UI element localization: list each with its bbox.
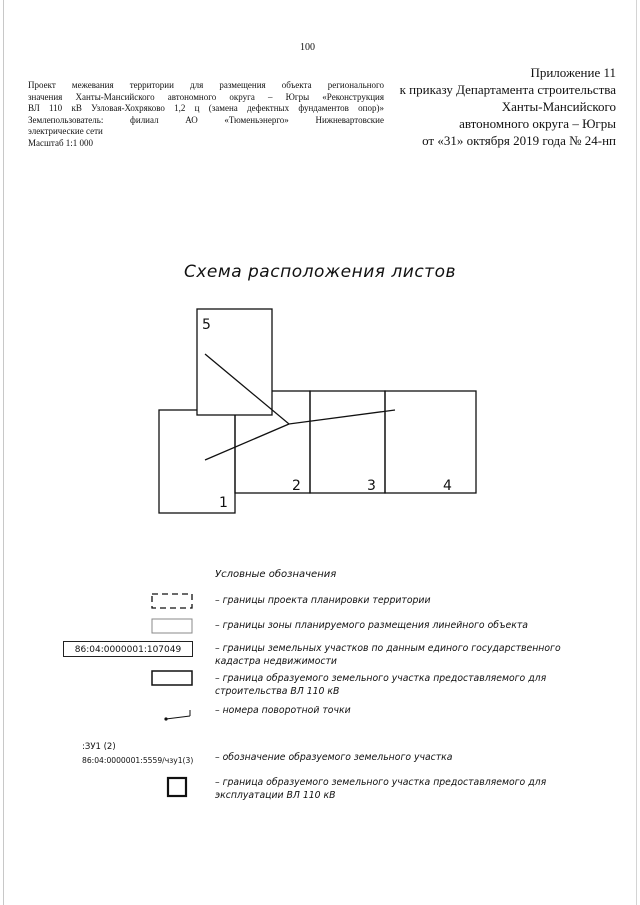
sheet-2-number: 2 <box>292 478 301 494</box>
legend-dashed-boundary-symbol <box>152 594 192 608</box>
project-line-4: Землепользователь: филиал АО «Тюменьэнерго» Нижневартовские <box>28 114 384 125</box>
sheet-4-number: 4 <box>443 478 452 494</box>
legend-item-construction-parcel <box>215 672 595 698</box>
legend-item-planning-boundary: – границы проекта планировки территории <box>215 595 431 606</box>
sheet-3-number: 3 <box>367 478 376 494</box>
sheet-1-number: 1 <box>219 495 228 511</box>
appendix-line-3: Ханты-Мансийского <box>501 99 616 114</box>
legend-exploitation-parcel-symbol <box>168 778 186 796</box>
legend-parcel-boundary-symbol <box>152 671 192 685</box>
scheme-title: Схема расположения листов <box>183 262 457 282</box>
appendix-line-1: Приложение 11 <box>530 65 616 80</box>
legend-title: Условные обозначения <box>215 569 337 580</box>
legend-item-construction-line-2: строительства ВЛ 110 кВ <box>215 686 340 697</box>
legend-item-exploitation-line-2: эксплуатации ВЛ 110 кВ <box>215 790 336 801</box>
appendix-line-5: от «31» октября 2019 года № 24-нп <box>422 133 616 148</box>
project-line-1: Проект межевания территории для размещения объекта регионального <box>28 80 384 90</box>
legend-turn-point-symbol <box>164 710 190 721</box>
project-line-2: значения Ханты-Мансийского автономного округа – Югры «Реконструкция <box>28 91 384 102</box>
legend-item-turn-point: – номера поворотной точки <box>215 705 351 716</box>
legend-item-exploitation-line-1: – граница образуемого земельного участка предоставляемого для <box>215 777 547 788</box>
project-line-3: ВЛ 110 кВ Узловая-Хохряково 1,2 ц (замена дефектных фундаментов опор)» <box>28 103 384 114</box>
legend-item-zone-boundary: – границы зоны планируемого размещения линейного объекта <box>215 620 529 631</box>
zu-label-sample: :ЗУ1 (2) <box>82 742 116 752</box>
project-scale: Масштаб 1:1 000 <box>28 137 94 148</box>
appendix-line-2: к приказу Департамента строительства <box>399 82 616 97</box>
legend-item-construction-line-1: – граница образуемого земельного участка предоставляемого для <box>215 673 547 684</box>
zu-cadastral-sample: 86:04:0000001:5559/чзу1(3) <box>82 756 194 765</box>
legend-item-cadastral-line-2: кадастра недвижимости <box>215 656 337 667</box>
page-number: 100 <box>300 42 315 53</box>
appendix-line-4: автономного округа – Югры <box>459 116 616 131</box>
cadastral-number-sample: 86:04:0000001:107049 <box>63 641 193 657</box>
sheet-5-number: 5 <box>202 317 211 333</box>
legend-zone-boundary-symbol <box>152 619 192 633</box>
legend-item-cadastral-line-1: – границы земельных участков по данным единого государственного <box>215 643 561 654</box>
legend-item-zu-designation: – обозначение образуемого земельного участка <box>215 752 453 763</box>
legend-item-cadastral-parcels <box>215 642 595 668</box>
legend-item-exploitation-parcel <box>215 776 595 802</box>
project-line-5: электрические сети <box>28 126 103 137</box>
